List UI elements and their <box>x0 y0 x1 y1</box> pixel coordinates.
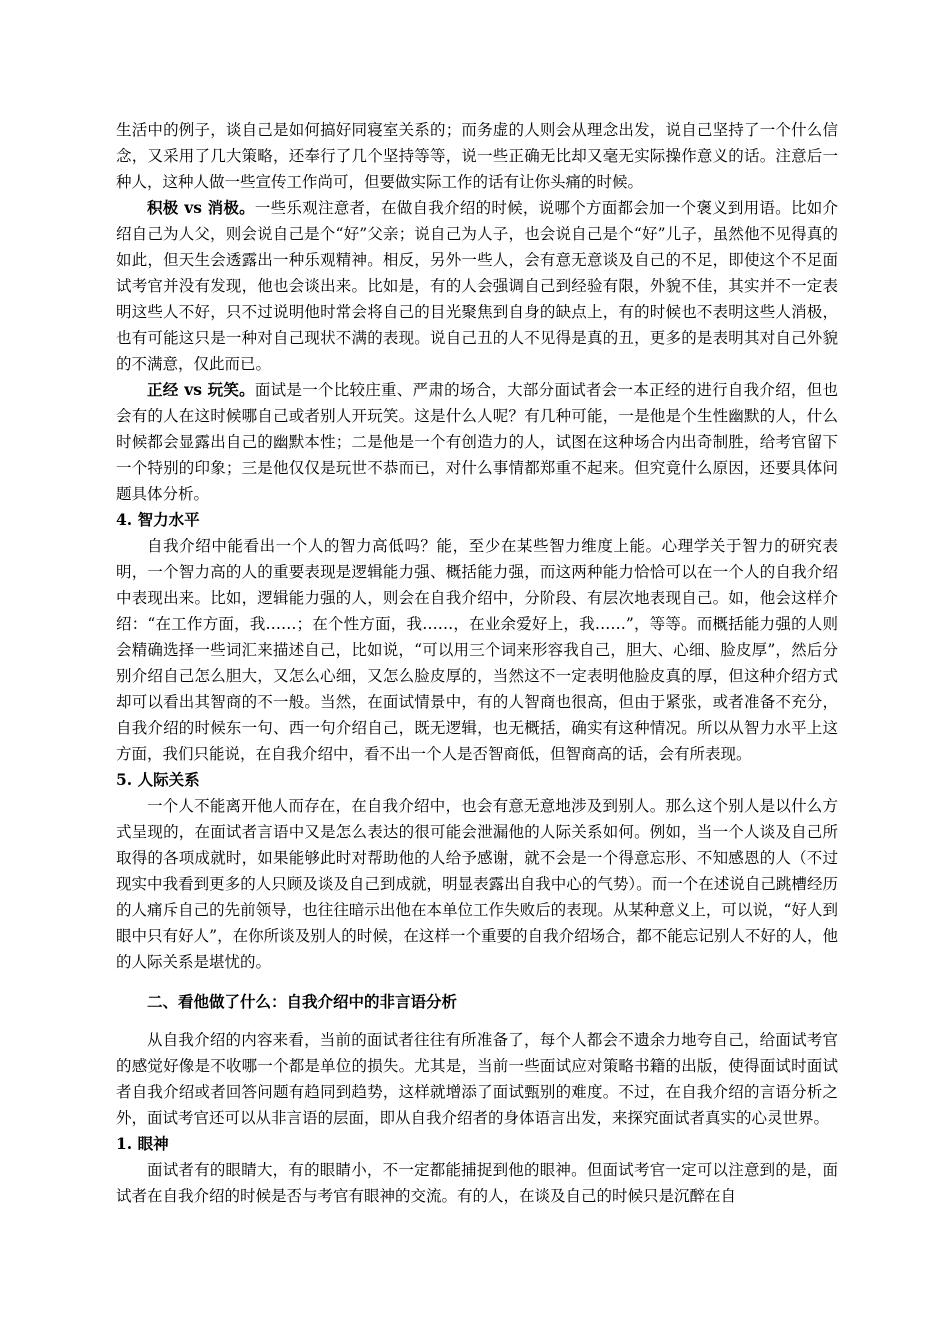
paragraph-eyes: 面试者有的眼睛大，有的眼睛小，不一定都能捕捉到他的眼神。但面试考官一定可以注意到的是，面试者在自我介绍的时候是否与考官有眼神的交流。有的人，在谈及自己的时候只是沉醉在自 <box>116 1161 838 1205</box>
lead-positive-negative: 积极 vs 消极。 <box>147 198 255 217</box>
paragraph-positive-negative <box>116 195 838 377</box>
paragraph-dorm-example: 生活中的例子，谈自己是如何搞好同寝室关系的；而务虚的人则会从理念出发，说自己坚持了一个什么信念，又采用了几大策略，还奉行了几个坚持等等，说一些正确无比却又毫无实际操作意义的话。注意后一种人，这种人做一些宣传工作尚可，但要做实际工作的话有让你头痛的时候。 <box>116 121 838 191</box>
body-serious-joking: 面试是一个比较庄重、严肃的场合，大部分面试者会一本正经的进行自我介绍，但也会有的人在这时候哪自己或者别人开玩笑。这是什么人呢？有几种可能，一是他是个生性幽默的人，什么时候都会显露出自己的幽默本性；二是他是一个有创造力的人，试图在这种场合内出奇制胜，给考官留下一个特别的印象；三是他仅仅是玩世不恭而已，对什么事情都郑重不起来。但究竟什么原因，还要具体问题具体分析。 <box>116 381 838 503</box>
heading-intelligence: 4. 智力水平 <box>116 510 200 529</box>
lead-serious-joking: 正经 vs 玩笑。 <box>147 380 255 399</box>
section-heading-nonverbal: 二、看他做了什么：自我介绍中的非言语分析 <box>147 992 458 1011</box>
paragraph-nonverbal-intro: 从自我介绍的内容来看，当前的面试者往往有所准备了，每个人都会不遗余力地夸自己，给面试考官的感觉好像是不收哪一个都是单位的损失。尤其是，当前一些面试应对策略书籍的出版，使得面试时面试者自我介绍或者回答问题有趋同到趋势，这样就增添了面试甄别的难度。不过，在自我介绍的言语分析之外，面试考官还可以从非言语的层面，即从自我介绍者的身体语言出发，来探究面试者真实的心灵世界。 <box>116 1031 838 1127</box>
paragraph-intelligence: 自我介绍中能看出一个人的智力高低吗？能，至少在某些智力维度上能。心理学关于智力的研究表明，一个智力高的人的重要表现是逻辑能力强、概括能力强，而这两种能力恰恰可以在一个人的自我介绍中表现出来。比如，逻辑能力强的人，则会在自我介绍中，分阶段、有层次地表现自己。如，他会这样介绍：“在工作方面，我……；在个性方面，我……，在业余爱好上，我……”，等等。而概括能力强的人则会精确选择一些词汇来描述自己，比如说，“可以用三个词来形容我自己，胆大、心细、脸皮厚”，然后分别介绍自己怎么胆大，又怎么心细，又怎么脸皮厚的，当然这不一定表明他脸皮真的厚，但这种介绍方式却可以看出其智商的不一般。当然，在面试情景中，有的人智商也很高，但由于紧张，或者准备不充分，自我介绍的时候东一句、西一句介绍自己，既无逻辑，也无概括，确实有这种情况。所以从智力水平上这方面，我们只能说，在自我介绍中，看不出一个人是否智商低，但智商高的话，会有所表现。 <box>116 537 838 763</box>
heading-relationships: 5. 人际关系 <box>116 770 200 789</box>
paragraph-relationships: 一个人不能离开他人而存在，在自我介绍中，也会有意无意地涉及到别人。那么这个别人是以什么方式呈现的，在面试者言语中又是怎么表达的很可能会泄漏他的人际关系如何。例如，当一个人谈及自己所取得的各项成就时，如果能够此时对帮助他的人给予感谢，就不会是一个得意忘形、不知感恩的人（不过现实中我看到更多的人只顾及谈及自己到成就，明显表露出自我中心的气势）。而一个在述说自己跳槽经历的人痛斥自己的先前领导，也往往暗示出他在本单位工作失败后的表现。从某种意义上，可以说，“好人到眼中只有好人”，在你所谈及别人的时候，在这样一个重要的自我介绍场合，都不能忘记别人不好的人，他的人际关系是堪忧的。 <box>116 797 838 971</box>
heading-eyes: 1. 眼神 <box>116 1134 169 1153</box>
paragraph-serious-joking <box>116 377 838 507</box>
body-positive-negative: 一些乐观注意者，在做自我介绍的时候，说哪个方面都会加一个褒义到用语。比如介绍自己为人父，则会说自己是个“好”父亲；说自己为人子，也会说自己是个“好”儿子，虽然他不见得真的如此，但天生会透露出一种乐观精神。相反，另外一些人，会有意无意谈及自己的不足，即使这个不足面试考官并没有发现，他也会谈出来。比如是，有的人会强调自己到经验有限，外貌不佳，其实并不一定表明这些人不好，只不过说明他时常会将自己的目光聚焦到自身的缺点上，有的时候也不表明这些人消极，也有可能这只是一种对自己现状不满的表现。说自己丑的人不见得是真的丑，更多的是表明其对自己外貌的不满意，仅此而已。 <box>116 199 838 373</box>
